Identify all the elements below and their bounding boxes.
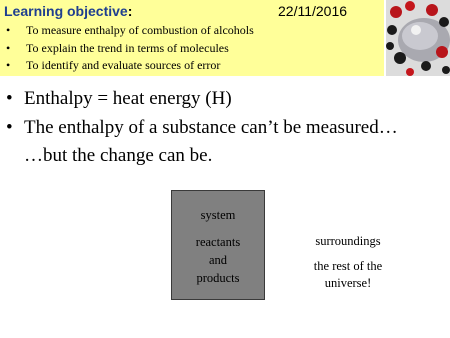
surroundings-label — [283, 234, 413, 291]
main-bullet-text: The enthalpy of a substance can’t be measured… — [24, 117, 398, 138]
surroundings-line: universe! — [324, 276, 372, 290]
objective-heading — [4, 3, 132, 19]
molecular-model-image — [386, 0, 450, 76]
bullet-icon: • — [6, 117, 13, 138]
main-bullet-list — [0, 84, 398, 142]
system-line: reactants — [195, 235, 241, 249]
bullet-icon: • — [6, 40, 11, 55]
objective-colon: : — [127, 3, 133, 19]
main-bullet-item — [2, 84, 398, 113]
objective-label: Learning objective — [4, 3, 128, 19]
objective-item-text: To explain the trend in terms of molecules — [26, 40, 229, 55]
learning-objective-box — [0, 0, 384, 76]
objective-item — [6, 40, 254, 58]
system-title: system — [200, 208, 236, 222]
surroundings-title: surroundings — [315, 234, 381, 248]
objective-item-text: To measure enthalpy of combustion of alcohols — [26, 23, 254, 37]
objective-item — [6, 57, 254, 75]
molecular-model-icon — [386, 0, 450, 76]
bullet-icon: • — [6, 58, 11, 72]
system-line: products — [196, 271, 240, 285]
objective-item — [6, 22, 254, 40]
main-bullet-item — [2, 113, 398, 142]
objective-item-text: To identify and evaluate sources of error — [26, 58, 221, 72]
objective-list — [6, 22, 254, 75]
system-box — [171, 190, 265, 300]
system-line: and — [208, 253, 228, 267]
main-bullet-text: Enthalpy = heat energy (H) — [24, 88, 232, 109]
bullet-icon: • — [6, 88, 13, 109]
objective-date: 22/11/2016 — [278, 3, 348, 19]
surroundings-line: the rest of the — [313, 259, 383, 273]
bullet-icon: • — [6, 23, 11, 37]
main-continuation-text: …but the change can be. — [24, 145, 213, 166]
